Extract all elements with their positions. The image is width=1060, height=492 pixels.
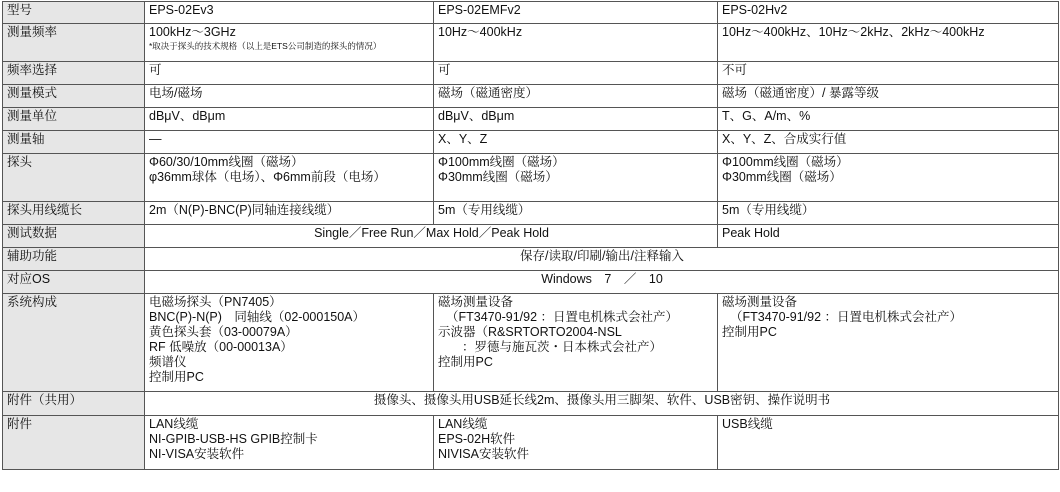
probe-col2 [434, 154, 718, 202]
table-row-cable [3, 202, 1059, 225]
table-row-accessories-common [3, 392, 1059, 416]
table-row-mode [3, 85, 1059, 108]
system-item: 示波器（R&SRTORTO2004-NSL [438, 325, 622, 339]
row-label: 测试数据 [3, 225, 145, 248]
accessory-item: NI-VISA安装软件 [149, 447, 245, 461]
system-item: 磁场测量设备 [438, 295, 514, 309]
table-row-model [3, 2, 1059, 24]
test-data-col12: Single／Free Run／Max Hold／Peak Hold [145, 225, 718, 248]
table-row-freq-range [3, 24, 1059, 62]
row-label: 附件 [3, 416, 145, 470]
table-row-axis [3, 131, 1059, 154]
probe-line: Φ30mm线圈（磁场） [438, 170, 558, 184]
accessory-item: USB线缆 [722, 417, 773, 431]
table-row-probe [3, 154, 1059, 202]
os-all: Windows 7 ／ 10 [145, 271, 1059, 294]
system-col1 [145, 294, 434, 392]
freq-select-col2: 可 [434, 62, 718, 85]
accessory-item: EPS-02H软件 [438, 432, 516, 446]
system-item: （FT3470-91/92 ：日置电机株式会社产） [446, 310, 678, 324]
cable-col1: 2m（N(P)-BNC(P)同轴连接线缆） [145, 202, 434, 225]
table-row-aux [3, 248, 1059, 271]
cable-col2: 5m（专用线缆） [434, 202, 718, 225]
accessories-col2 [434, 416, 718, 470]
table-row-os [3, 271, 1059, 294]
freq-range-value: 100kHz～3GHz [149, 25, 236, 39]
mode-col3: 磁场（磁通密度）/ 暴露等级 [718, 85, 1059, 108]
row-label: 测量模式 [3, 85, 145, 108]
accessories-common-all: 摄像头、摄像头用USB延长线2m、摄像头用三脚架、软件、USB密钥、操作说明书 [145, 392, 1059, 416]
table-row-test-data [3, 225, 1059, 248]
table-row-accessories [3, 416, 1059, 470]
table-row-unit [3, 108, 1059, 131]
freq-select-col1: 可 [145, 62, 434, 85]
mode-col2: 磁场（磁通密度） [434, 85, 718, 108]
system-item: 电磁场探头（PN7405） [149, 295, 282, 309]
test-data-col3: Peak Hold [718, 225, 1059, 248]
model-col2: EPS-02EMFv2 [434, 2, 718, 24]
system-item: 控制用PC [438, 355, 493, 369]
spec-table [2, 1, 1059, 470]
probe-line: Φ30mm线圈（磁场） [722, 170, 842, 184]
system-item: 频谱仪 [149, 355, 187, 369]
table-row-system [3, 294, 1059, 392]
model-col3: EPS-02Hv2 [718, 2, 1059, 24]
probe-line: φ36mm球体（电场）、Φ6mm前段（电场） [149, 170, 386, 184]
row-label: 系统构成 [3, 294, 145, 392]
probe-col3 [718, 154, 1059, 202]
probe-col1 [145, 154, 434, 202]
accessory-item: NI-GPIB-USB-HS GPIB控制卡 [149, 432, 318, 446]
system-item: 控制用PC [149, 370, 204, 384]
row-label: 频率选择 [3, 62, 145, 85]
freq-range-col3: 10Hz～400kHz、10Hz～2kHz、2kHz～400kHz [718, 24, 1059, 62]
row-label: 测量单位 [3, 108, 145, 131]
row-label: 探头 [3, 154, 145, 202]
accessory-item: LAN线缆 [149, 417, 199, 431]
system-item: BNC(P)-N(P) 同轴线（02-000150A） [149, 310, 366, 324]
probe-line: Φ100mm线圈（磁场） [438, 155, 565, 169]
cable-col3: 5m（专用线缆） [718, 202, 1059, 225]
axis-col3: X、Y、Z、合成实行值 [718, 131, 1059, 154]
row-label: 辅助功能 [3, 248, 145, 271]
system-item: （FT3470-91/92 ：日置电机株式会社产） [730, 310, 962, 324]
table-row-freq-select [3, 62, 1059, 85]
accessory-item: NIVISA安装软件 [438, 447, 529, 461]
row-label: 探头用线缆长 [3, 202, 145, 225]
model-col1: EPS-02Ev3 [145, 2, 434, 24]
row-label: 测量频率 [3, 24, 145, 62]
unit-col3: T、G、A/m、% [718, 108, 1059, 131]
freq-range-col2: 10Hz～400kHz [434, 24, 718, 62]
system-item: RF 低噪放（00-00013A） [149, 340, 293, 354]
unit-col1: dBμV、dBμm [145, 108, 434, 131]
mode-col1: 电场/磁场 [145, 85, 434, 108]
system-item: 磁场测量设备 [722, 295, 798, 309]
system-col2 [434, 294, 718, 392]
unit-col2: dBμV、dBμm [434, 108, 718, 131]
freq-range-col1 [145, 24, 434, 62]
system-col3 [718, 294, 1059, 392]
system-item: 控制用PC [722, 325, 777, 339]
row-label: 对应OS [3, 271, 145, 294]
probe-line: Φ100mm线圈（磁场） [722, 155, 849, 169]
freq-select-col3: 不可 [718, 62, 1059, 85]
accessories-col3 [718, 416, 1059, 470]
aux-all: 保存/读取/印刷/输出/注释输入 [145, 248, 1059, 271]
axis-col2: X、Y、Z [434, 131, 718, 154]
row-label: 附件（共用） [3, 392, 145, 416]
accessories-col1 [145, 416, 434, 470]
system-item: ：罗德与施瓦茨・日本株式会社产） [462, 340, 663, 354]
freq-range-note: *取决于探头的技术规格（以上是ETS公司制造的探头的情况） [149, 41, 382, 51]
row-label: 型号 [3, 2, 145, 24]
axis-col1: — [145, 131, 434, 154]
system-item: 黄色探头套（03-00079A） [149, 325, 298, 339]
accessory-item: LAN线缆 [438, 417, 488, 431]
row-label: 测量轴 [3, 131, 145, 154]
probe-line: Φ60/30/10mm线圈（磁场） [149, 155, 304, 169]
